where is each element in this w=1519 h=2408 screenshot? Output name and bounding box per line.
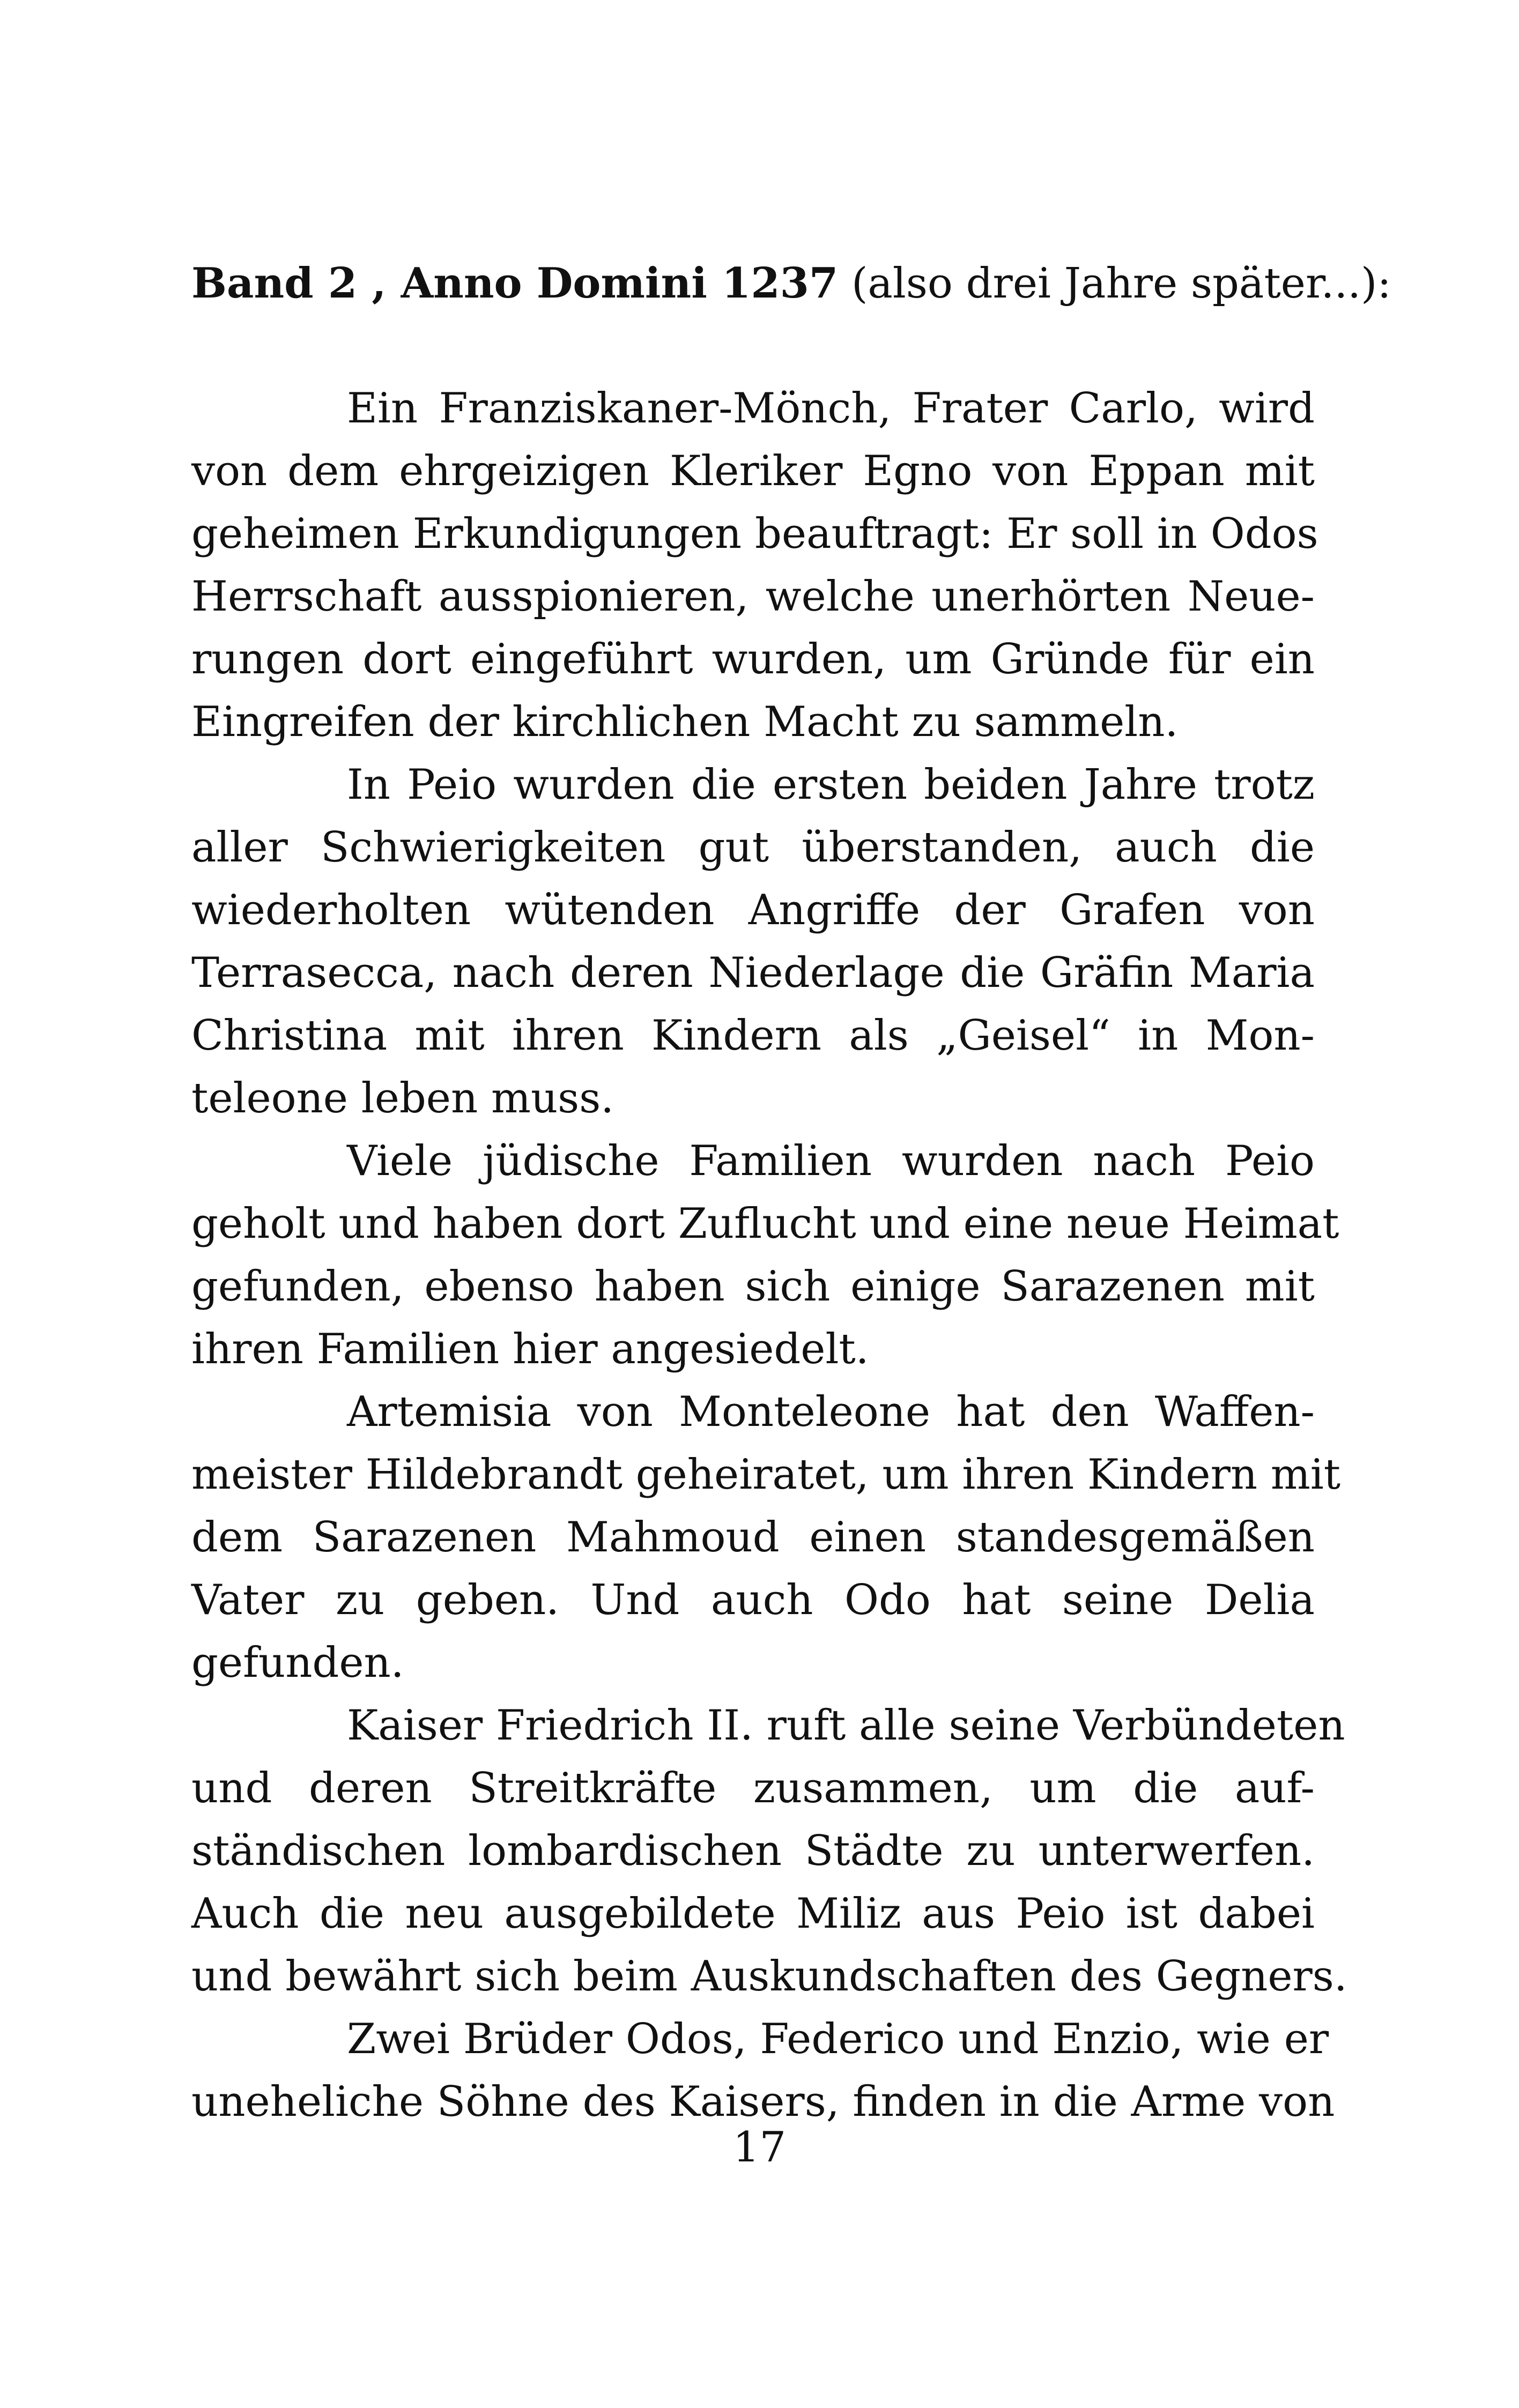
text-line: Eingreifen der kirchlichen Macht zu sammeln.: [191, 698, 1179, 746]
text-line: In Peio wurden die ersten beiden Jahre trotz: [347, 761, 1315, 809]
text-line: Viele jüdische Familien wurden nach Peio: [347, 1137, 1315, 1185]
text-line: Auch die neu ausgebildete Miliz aus Peio ist dabei: [191, 1890, 1315, 1938]
text-line: ständischen lombardischen Städte zu unterwerfen.: [191, 1827, 1315, 1875]
text-line: meister Hildebrandt geheiratet, um ihren Kindern mit: [191, 1451, 1341, 1499]
text-line: teleone leben muss.: [191, 1074, 614, 1123]
text-line: uneheliche Söhne des Kaisers, finden in die Arme von: [191, 2078, 1335, 2126]
text-line: Terrasecca, nach deren Niederlage die Gräfin Maria: [191, 949, 1315, 997]
volume-subtitle: (also drei Jahre später...):: [838, 259, 1391, 308]
text-line: wiederholten wütenden Angriffe der Grafen von: [191, 886, 1315, 934]
text-line: von dem ehrgeizigen Kleriker Egno von Eppan mit: [191, 447, 1315, 495]
text-line: Christina mit ihren Kindern als „Geisel“ in Mon-: [191, 1012, 1315, 1060]
text-line: Herrschaft ausspionieren, welche unerhörten Neue-: [191, 573, 1315, 621]
volume-title: Band 2 , Anno Domini 1237: [191, 259, 839, 308]
text-line: und bewährt sich beim Auskundschaften des Gegners.: [191, 1952, 1347, 2001]
page-number: 17: [732, 2123, 787, 2172]
text-line: und deren Streitkräfte zusammen, um die auf-: [191, 1764, 1315, 1812]
text-line: gefunden, ebenso haben sich einige Sarazenen mit: [191, 1262, 1315, 1311]
text-line: geheimen Erkundigungen beauftragt: Er soll in Odos: [191, 510, 1318, 558]
body-text: [191, 252, 1391, 2134]
text-line: ihren Familien hier angesiedelt.: [191, 1325, 869, 1373]
text-line: Kaiser Friedrich II. ruft alle seine Verbündeten: [347, 1701, 1345, 1750]
paragraph-lines: [191, 377, 1347, 2134]
heading-spacer: [191, 315, 1315, 377]
text-line: Artemisia von Monteleone hat den Waffen-: [347, 1388, 1315, 1436]
text-line: rungen dort eingeführt wurden, um Gründe für ein: [191, 635, 1315, 683]
section-heading: [191, 252, 1391, 315]
text-line: gefunden.: [191, 1639, 404, 1687]
text-line: Zwei Brüder Odos, Federico und Enzio, wie er: [347, 2015, 1329, 2063]
text-line: dem Sarazenen Mahmoud einen standesgemäßen: [191, 1513, 1315, 1562]
text-line: geholt und haben dort Zuflucht und eine neue Heimat: [191, 1200, 1339, 1248]
text-line: Ein Franziskaner-Mönch, Frater Carlo, wird: [347, 384, 1315, 433]
text-line: Vater zu geben. Und auch Odo hat seine Delia: [191, 1576, 1315, 1624]
text-line: aller Schwierigkeiten gut überstanden, auch die: [191, 823, 1315, 872]
